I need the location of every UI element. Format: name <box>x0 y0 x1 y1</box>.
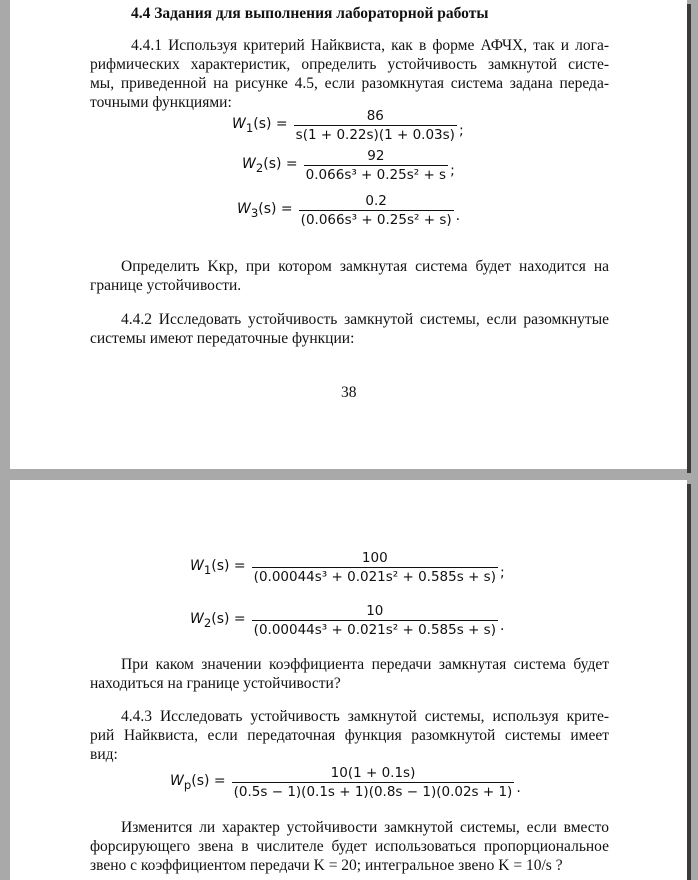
final-line-3: звено с коэффициентом передачи K = 20; интегральное звено K = 10/s ? <box>90 857 563 874</box>
equation-wp: $W_p(s)$ = $\frac{10(1 + 0.1s)}{(0.5s - 1)(0.1s + 1)(0.8s - 1)(0.02s + 1)}$ . <box>170 765 521 800</box>
p441-line-1: 4.4.1 Используя критерий Найквиста, как в форме АФЧХ, так и лога- <box>131 37 609 54</box>
p2-w1-denominator: (0.00044s³ + 0.021s² + 0.585s + s) <box>253 569 496 585</box>
equation-p2-w1: $W_1(s)$ = $\frac{100}{\text{(0.00044s³ + 0.021s² + 0.585s + s)}}$ ; <box>190 550 505 585</box>
page-number: 38 <box>341 384 357 401</box>
p2-w2-numerator: 10 <box>366 603 384 619</box>
p441-line-4: точными функциями: <box>90 94 232 111</box>
final-line-1: Изменится ли характер устойчивости замкнутой системы, если вместо <box>121 819 609 836</box>
p443-line-3: вид: <box>90 746 118 763</box>
w1-numerator: 86 <box>366 108 384 124</box>
p441-line-3: мы, приведенной на рисунке 4.5, если разомкнутая система задана переда- <box>90 75 609 92</box>
kkr-line-2: границе устойчивости. <box>90 277 242 294</box>
p441-line-2: рифмических характеристик, определить устойчивость замкнутой систе- <box>90 56 609 73</box>
page-2-shadow <box>687 484 691 880</box>
wp-numerator: 10(1 + 0.1s) <box>330 765 416 781</box>
page-1-shadow <box>687 4 691 473</box>
equation-w2: $W_2(s)$ = $\frac{92}{\text{0.066s³ + 0.25s² + s}}$ ; <box>242 148 455 183</box>
p443-line-2: рий Найквиста, если передаточная функция разомкнутой системы имеет <box>90 727 609 744</box>
p442-line-1: 4.4.2 Исследовать устойчивость замкнутой системы, если разомкнутые <box>121 311 609 328</box>
p443-line-1: 4.4.3 Исследовать устойчивость замкнутой системы, используя крите- <box>121 708 609 725</box>
section-heading: 4.4 Задания для выполнения лабораторной работы <box>131 5 489 22</box>
question-line-1: При каком значении коэффициента передачи замкнутая система будет <box>121 656 609 673</box>
question-line-2: находиться на границе устойчивости? <box>90 675 341 692</box>
equation-p2-w2: $W_2(s)$ = $\frac{10}{\text{(0.00044s³ + 0.021s² + 0.585s + s)}}$ . <box>190 603 505 638</box>
p442-line-2: системы имеют передаточные функции: <box>90 330 355 347</box>
w2-numerator: 92 <box>367 148 385 164</box>
equation-w1: $W_1(s)$ = $\frac{86}{s(1 + 0.22s)(1 + 0.03s)}$ ; <box>232 108 464 143</box>
w2-denominator: 0.066s³ + 0.25s² + s <box>305 167 447 183</box>
final-line-2: форсирующего звена в числителе будет использоваться пропорциональное <box>90 838 609 855</box>
p2-w2-denominator: (0.00044s³ + 0.021s² + 0.585s + s) <box>253 622 496 638</box>
kkr-line-1: Определить Kкр, при котором замкнутая система будет находится на <box>121 258 609 275</box>
w3-numerator: 0.2 <box>365 193 387 209</box>
equation-w3: $W_3(s)$ = $\frac{0.2}{\text{(0.066s³ + 0.25s² + s)}}$ . <box>237 193 461 228</box>
p2-w1-numerator: 100 <box>361 550 388 566</box>
wp-denominator: (0.5s − 1)(0.1s + 1)(0.8s − 1)(0.02s + 1) <box>233 784 513 800</box>
w3-denominator: (0.066s³ + 0.25s² + s) <box>300 212 452 228</box>
w1-denominator: s(1 + 0.22s)(1 + 0.03s) <box>295 127 455 143</box>
